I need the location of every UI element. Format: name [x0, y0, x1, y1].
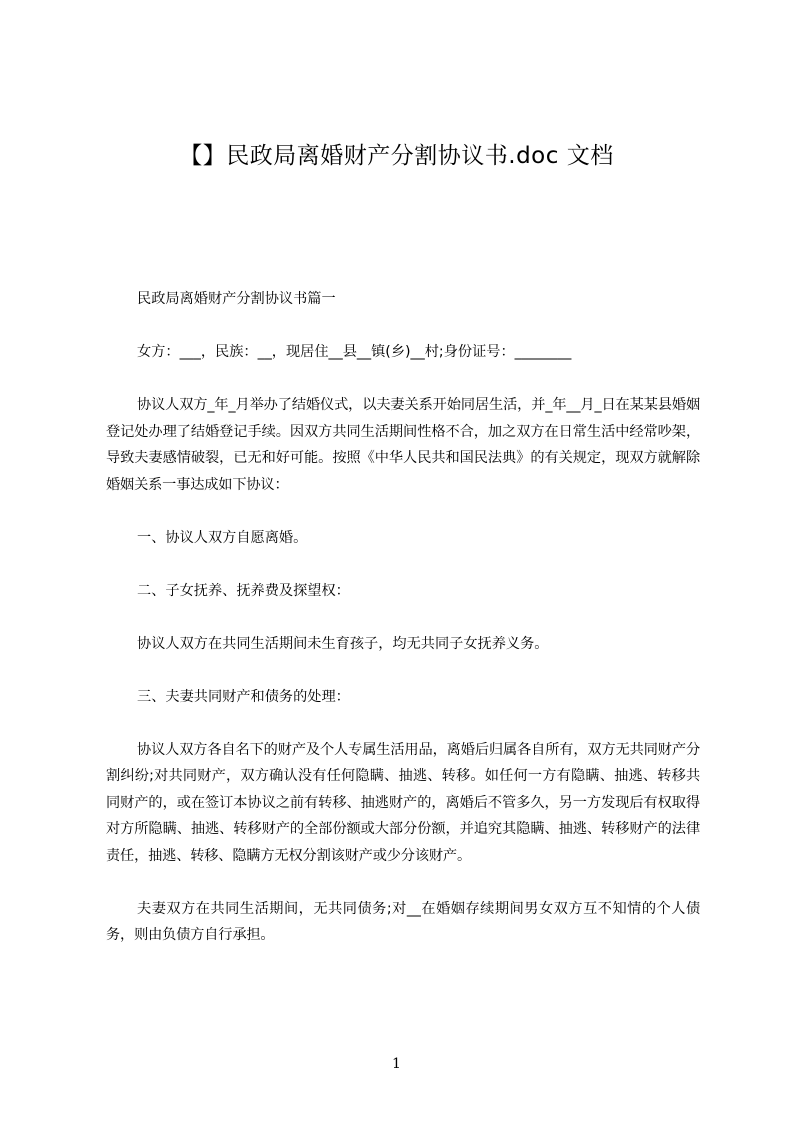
- section-heading: 民政局离婚财产分割协议书篇一: [137, 291, 336, 307]
- child-custody-paragraph: 协议人双方在共同生活期间未生育孩子，均无共同子女抚养义务。: [137, 635, 549, 652]
- party-info-line: 女方：___，民族：__，现居住__县__镇(乡)__村;身份证号：________: [137, 344, 572, 360]
- page-number: 1: [392, 1056, 401, 1072]
- property-division-paragraph: 协议人双方各自名下的财产及个人专属生活用品，离婚后归属各自所有，双方无共同财产分割纠纷;对共同财产，双方确认没有任何隐瞒、抽逃、转移。如任何一方有隐瞒、抽逃、转移共同财产的，或在签订本协议之前有转移、抽逃财产的，离婚后不管多久，另一方发现后有权取得对方所隐瞒、抽逃、转移财产的全部份额或大部分份额，并追究其隐瞒、抽逃、转移财产的法律责任，抽逃、转移、隐瞒方无权分割该财产或少分该财产。: [106, 741, 700, 864]
- debt-paragraph: 夫妻双方在共同生活期间，无共同债务;对__在婚姻存续期间男女双方互不知情的个人债务，则由负债方自行承担。: [106, 900, 700, 943]
- clause-one-heading: 一、协议人双方自愿离婚。: [137, 529, 308, 546]
- document-body: [106, 286, 700, 975]
- clause-two-heading: 二、子女抚养、抚养费及探望权：: [137, 582, 350, 599]
- document-title: 【】民政局离婚财产分割协议书.doc 文档: [179, 143, 614, 169]
- agreement-intro-paragraph: 协议人双方_年_月举办了结婚仪式，以夫妻关系开始同居生活，并_年__月_日在某某县婚姻登记处办理了结婚登记手续。因双方共同生活期间性格不合，加之双方在日常生活中经常吵架，导致夫妻感情破裂，已无和好可能。按照《中华人民共和国民法典》的有关规定，现双方就解除婚姻关系一事达成如下协议：: [106, 397, 700, 493]
- clause-three-heading: 三、夫妻共同财产和债务的处理：: [137, 688, 350, 705]
